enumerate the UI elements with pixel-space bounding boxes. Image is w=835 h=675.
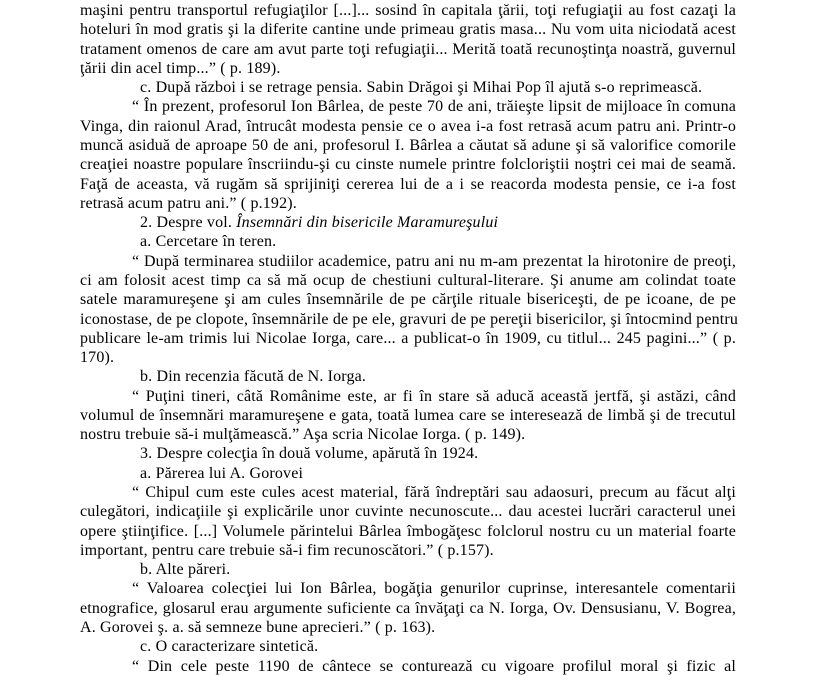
text-line <box>80 252 736 271</box>
text-segment: “ Din cele peste 1190 de cântece se conturează cu vigoare profilul moral şi fizic al <box>132 657 736 675</box>
text-segment: c. După război i se retrage pensia. Sabin Drăgoi şi Mihai Pop îl ajută s-o reprimească. <box>140 79 703 97</box>
text-segment: creaţiei noastre populare înscriindu-şi cu cinste numele printre folcloriştii noştri cei mai de seamă. <box>80 156 736 174</box>
text-segment: important, pentru care trebuie să-i fim recunoscători.” ( p.157). <box>80 541 494 559</box>
text-line <box>80 310 739 329</box>
text-line <box>80 213 736 232</box>
text-segment: etnografice, glosarul erau argumente suficiente ca învăţaţi ca N. Iorga, Ov. Densusianu, V. Bogrea, <box>80 599 736 617</box>
text-segment: b. Alte păreri. <box>140 561 231 579</box>
text-line <box>80 657 736 675</box>
text-line <box>80 155 736 174</box>
text-segment: “ În prezent, profesorul Ion Bârlea, de peste 70 de ani, trăieşte lipsit de mijloace în comuna <box>132 98 736 116</box>
text-line <box>80 20 736 39</box>
text-line <box>80 406 736 425</box>
text-line <box>80 579 736 598</box>
text-segment: ţării din acel timp...” ( p. 189). <box>80 59 281 77</box>
text-line <box>80 425 736 444</box>
text-line <box>80 97 736 116</box>
text-line <box>80 541 736 560</box>
text-line <box>80 444 736 463</box>
text-line <box>80 637 736 656</box>
text-line <box>80 136 736 155</box>
text-segment: b. Din recenzia făcută de N. Iorga. <box>140 368 367 386</box>
text-block <box>80 1 739 675</box>
text-segment: Faţă de aceasta, vă rugăm să sprijiniţi cererea lui de a i se reacorda modesta pensie, ce i-a fost <box>80 175 736 193</box>
text-line <box>80 560 736 579</box>
text-line <box>80 483 736 502</box>
text-segment: satele maramureşene şi am cules însemnările de pe cărţile rituale bisericeşti, de pe icoane, de pe <box>80 291 736 309</box>
text-line <box>80 502 736 521</box>
text-line <box>80 367 736 386</box>
text-line <box>80 348 736 367</box>
text-segment: nostru trebuie să-i mulţămească.” Aşa scria Nicolae Iorga. ( p. 149). <box>80 426 526 444</box>
text-segment: opere ştiinţifice. [...] Volumele părintelui Bârlea îmbogăţesc folclorul nostru cu un material foarte <box>80 522 736 540</box>
text-segment: a. Cercetare în teren. <box>140 233 277 251</box>
text-segment: publicare le-am trimis lui Nicolae Iorga, care... a publicat-o în 1909, cu titlul... 245 pagini...” ( p. <box>80 329 736 347</box>
text-line <box>80 464 736 483</box>
text-segment: c. O caracterizare sintetică. <box>140 638 319 656</box>
text-segment: 170). <box>80 349 115 367</box>
text-segment: iconostase, de pe clopote, însemnările de pe ele, gravuri de pe pereţii bisericilor, şi întocmind pentru <box>80 310 739 328</box>
text-segment: a. Părerea lui A. Gorovei <box>140 464 304 482</box>
text-segment: “ După terminarea studiilor academice, patru ani nu m-am prezentat la hirotonire de preoţi, <box>132 252 736 270</box>
text-segment: maşini pentru transportul refugiaţilor [...]... sosind în capitala ţării, toţi refugiaţii au fost cazaţi la <box>80 2 736 19</box>
text-line <box>80 1 736 20</box>
text-segment: volumul de însemnări maramureşene e gata, toată lumea care se interesează de limbă şi de trecutul <box>80 406 736 424</box>
text-line <box>80 194 736 213</box>
volume-title-italic: Însemnări din bisericile Maramureşului <box>236 214 499 232</box>
text-segment: 3. Despre colecţia în două volume, apărută în 1924. <box>140 445 479 463</box>
text-segment: muncă asiduă de aproape 50 de ani, profesorul I. Bârlea a căutat să adune şi să valorifice comorile <box>80 136 736 154</box>
text-line <box>80 271 736 290</box>
text-segment: retrasă acum patru ani.” ( p.192). <box>80 194 297 212</box>
text-segment: culegători, indicaţiile şi explicările unor cuvinte necunoscute... dau acestei lucrări caracterul unei <box>80 503 736 521</box>
text-segment: Vinga, din raionul Arad, întrucât modesta pensie ce o avea i-a fost retrasă acum patru ani. Printr-o <box>80 117 736 135</box>
text-line <box>80 618 736 637</box>
text-segment: “ Chipul cum este cules acest material, fără îndreptări sau adaosuri, precum au făcut alţi <box>132 484 736 502</box>
text-line <box>80 40 736 59</box>
text-segment: ci am folosit acest timp ca să mă ocup de chestiuni cultural-literare. Şi anume am colindat toate <box>80 271 736 289</box>
text-line <box>80 522 736 541</box>
text-line <box>80 599 736 618</box>
text-line <box>80 78 736 97</box>
text-segment: 2. Despre vol. <box>140 214 237 232</box>
text-line <box>80 290 736 309</box>
text-line <box>80 59 736 78</box>
text-segment: “ Valoarea colecţiei lui Ion Bârlea, bogăţia genurilor cuprinse, interesantele comentarii <box>132 580 736 598</box>
text-segment: tratament omenos de care am avut parte toţi refugiaţii... Merită toată recunoştinţa noastră, guvernul <box>80 40 736 58</box>
text-line <box>80 387 736 406</box>
text-line <box>80 175 736 194</box>
text-line <box>80 232 736 251</box>
text-segment: “ Puţini tineri, câtă Românime este, ar fi în stare să aducă această jertfă, şi astăzi, când <box>132 387 736 405</box>
text-line <box>80 329 736 348</box>
text-segment: A. Gorovei ş. a. să semneze bune aprecieri.” ( p. 163). <box>80 619 436 636</box>
text-segment: hoteluri în mod gratis şi la diferite cantine unde primeau gratis masa... Nu vom uita niciodată acest <box>80 21 736 39</box>
text-line <box>80 117 736 136</box>
